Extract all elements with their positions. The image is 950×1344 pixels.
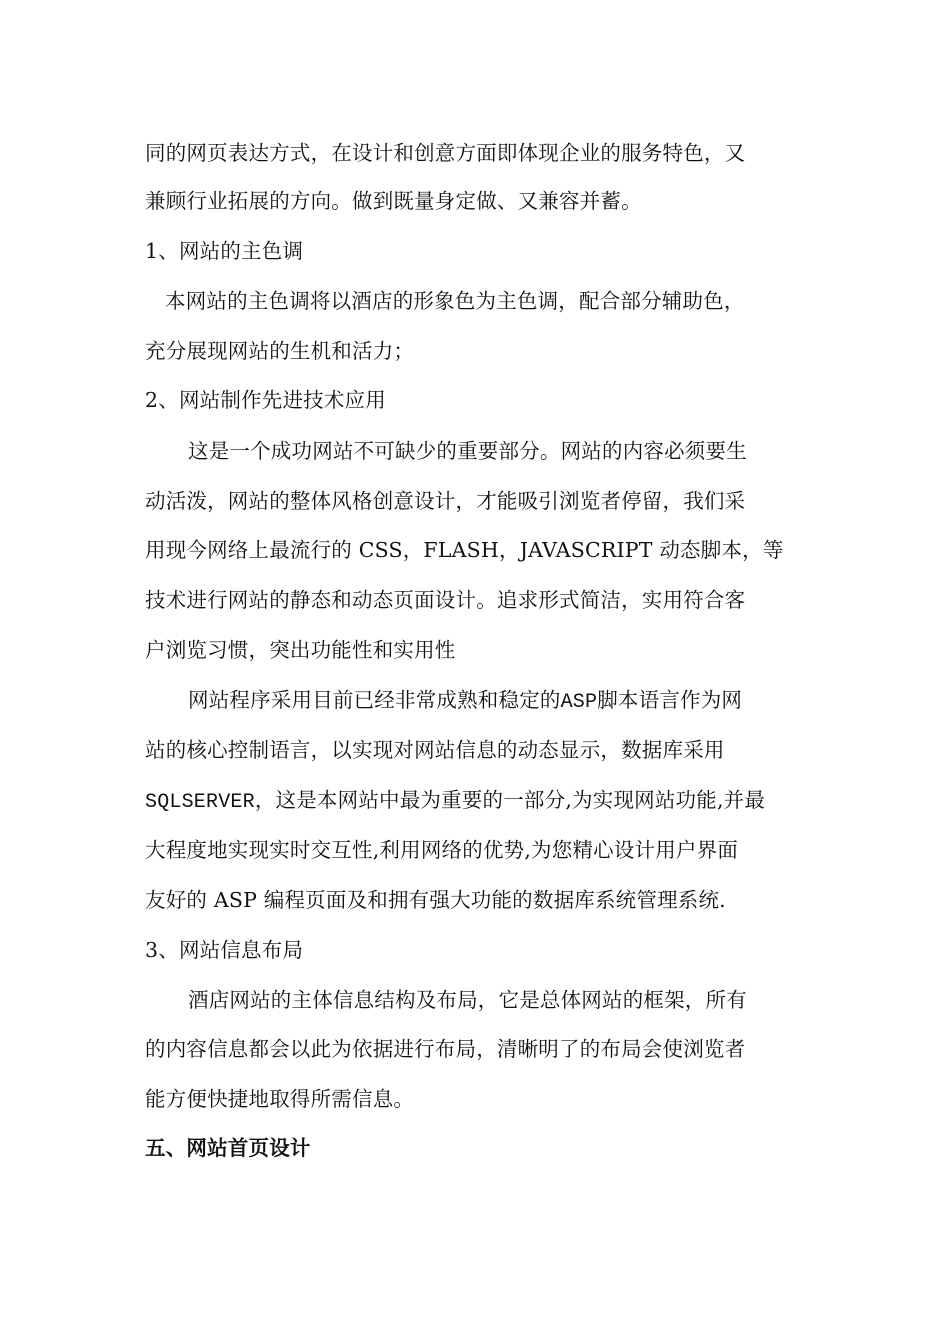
paragraph-line: 站的核心控制语言，以实现对网站信息的动态显示，数据库采用: [145, 738, 725, 762]
paragraph-line: [145, 785, 815, 818]
paragraph-line: 充分展现网站的生机和活力；: [145, 339, 415, 363]
text-segment: 脚本语言作为网: [597, 688, 743, 712]
paragraph-line: 本网站的主色调将以酒店的形象色为主色调，配合部分辅助色，: [165, 289, 745, 313]
section-heading-1: 1、网站的主色调: [145, 239, 304, 263]
section-heading-2: 2、网站制作先进技术应用: [145, 388, 386, 412]
paragraph-line: 能方便快捷地取得所需信息。: [145, 1087, 415, 1111]
paragraph-line: [188, 685, 858, 718]
paragraph-line: 酒店网站的主体信息结构及布局，它是总体网站的框架，所有: [188, 988, 747, 1012]
paragraph-line: 这是一个成功网站不可缺少的重要部分。网站的内容必须要生: [188, 439, 747, 463]
paragraph-line: 技术进行网站的静态和动态页面设计。追求形式简洁，实用符合客: [145, 588, 746, 612]
paragraph-line: 户浏览习惯，突出功能性和实用性: [145, 638, 456, 662]
paragraph-line: 动活泼，网站的整体风格创意设计，才能吸引浏览者停留，我们采: [145, 489, 746, 513]
paragraph-line: 用现今网络上最流行的 CSS，FLASH，JAVASCRIPT 动态脚本，等: [145, 538, 784, 562]
paragraph-line: 的内容信息都会以此为依据进行布局，清晰明了的布局会使浏览者: [145, 1037, 746, 1061]
paragraph-line: 同的网页表达方式，在设计和创意方面即体现企业的服务特色，又: [145, 141, 746, 165]
text-segment: ，这是本网站中最为重要的一部分,为实现网站功能,并最: [254, 788, 766, 812]
section-heading-3: 3、网站信息布局: [145, 938, 304, 962]
code-term-asp: ASP: [560, 691, 598, 714]
paragraph-line: 兼顾行业拓展的方向。做到既量身定做、又兼容并蓄。: [145, 189, 642, 213]
text-segment: 网站程序采用目前已经非常成熟和稳定的: [188, 688, 561, 712]
code-term-sqlserver: SQLSERVER: [145, 791, 255, 814]
paragraph-line: 友好的 ASP 编程页面及和拥有强大功能的数据库系统管理系统.: [145, 888, 726, 912]
paragraph-line: 大程度地实现实时交互性,利用网络的优势,为您精心设计用户界面: [145, 838, 739, 862]
chapter-heading: 五、网站首页设计: [145, 1136, 311, 1160]
